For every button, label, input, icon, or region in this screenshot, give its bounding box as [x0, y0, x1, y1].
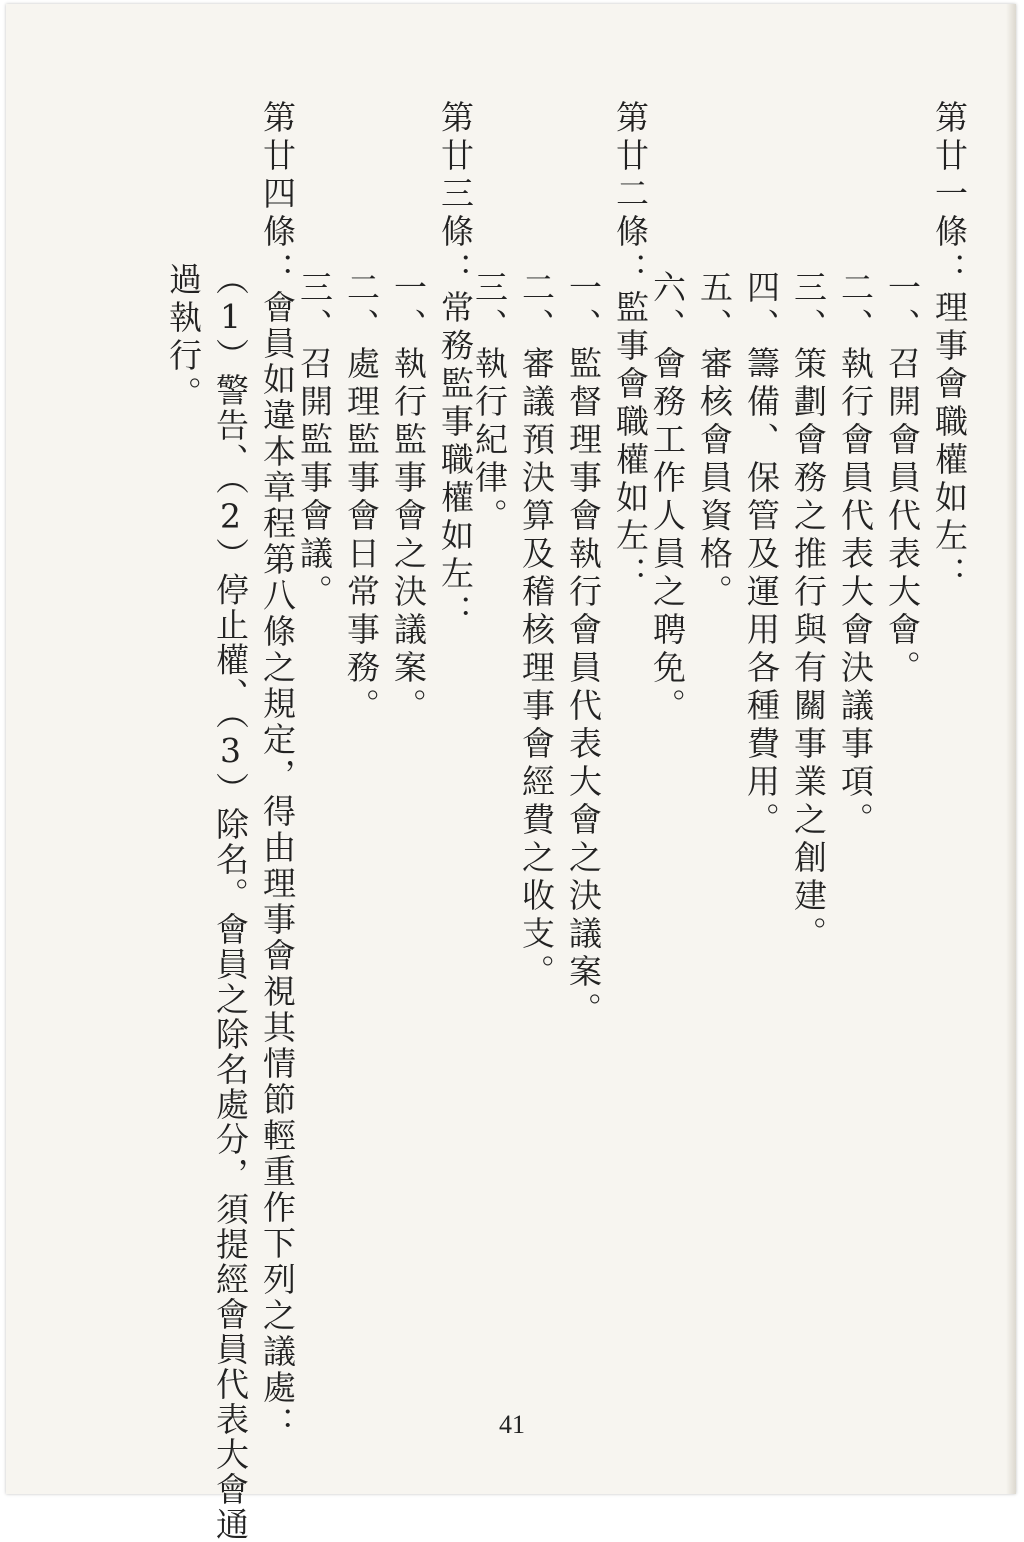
article-22-item-1: 一、監督理事會執行會員代表大會之決議案。	[564, 270, 603, 1030]
article-22-item-3: 三、執行紀律。	[470, 270, 509, 536]
article-22-item-2: 二、審議預決算及稽核理事會經費之收支。	[517, 270, 556, 992]
article-21-item-4: 四、籌備、保管及運用各種費用。	[742, 270, 781, 840]
article-21-title-line: 第廿一條：理事會職權如左：	[930, 100, 969, 594]
page-number: 41	[499, 1410, 525, 1439]
article-21-item-3: 三、策劃會務之推行與有關事業之創建。	[789, 270, 828, 954]
article-24-continuation-2: 過執行。	[164, 262, 203, 414]
article-24-title-line: 第廿四條：會員如違本章程第八條之規定，得由理事會視其情節輕重作下列之議處：	[258, 100, 297, 1442]
article-21-item-5: 五、審核會員資格。	[695, 270, 734, 612]
article-23-item-1: 一、執行監事會之決議案。	[389, 270, 428, 726]
article-21-item-6: 六、會務工作人員之聘免。	[648, 270, 687, 726]
article-21-item-2: 二、執行會員代表大會決議事項。	[836, 270, 875, 840]
article-23-item-3: 三、召開監事會議。	[295, 270, 334, 612]
article-22-title-line: 第廿二條：監事會職權如左：	[611, 100, 650, 594]
article-23-title-line: 第廿三條：常務監事職權如左：	[436, 100, 475, 632]
article-21-item-1: 一、召開會員代表大會。	[883, 270, 922, 688]
article-24-continuation-1: （1）警告、（2）停止權、（3）除名。會員之除名處分，須提經會員代表大會通	[211, 262, 250, 1542]
article-23-item-2: 二、處理監事會日常事務。	[342, 270, 381, 726]
